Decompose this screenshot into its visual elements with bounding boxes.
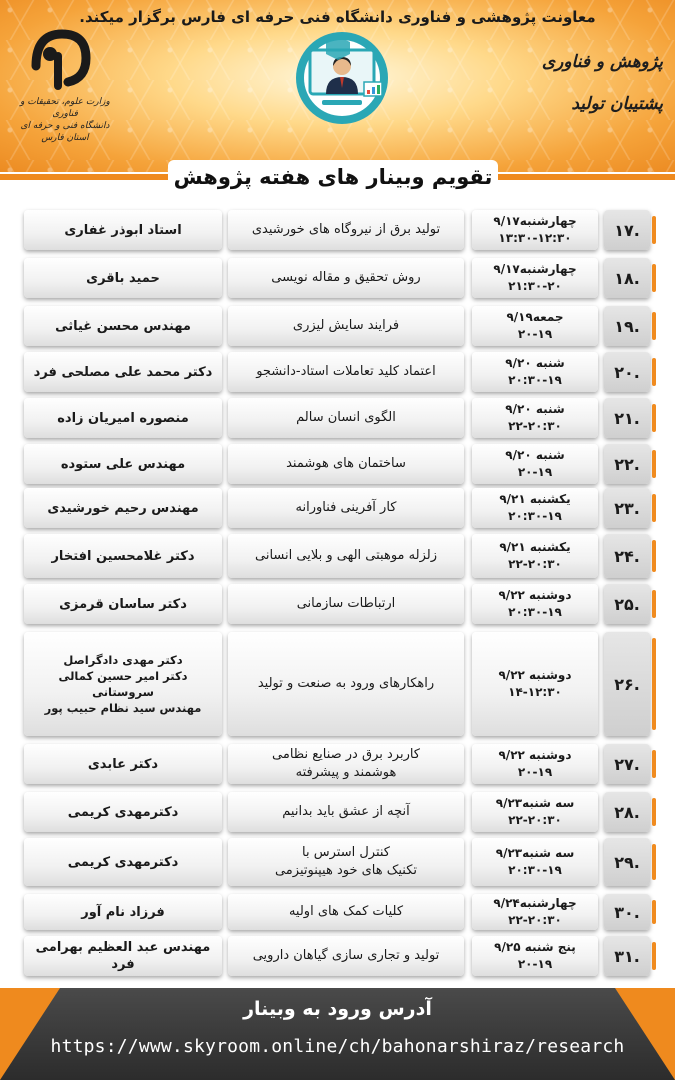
- webinar-presenter-icon: [282, 28, 402, 128]
- session-number: .۱۸: [604, 258, 650, 298]
- speaker-cell: [24, 352, 222, 392]
- table-row: [0, 210, 675, 250]
- footer-title: آدرس ورود به وبینار: [243, 998, 432, 1020]
- session-day: پنج شنبه ۹/۲۵: [494, 940, 576, 954]
- speaker-cell: [24, 632, 222, 736]
- session-time: ۱۳:۳۰-۱۲:۳۰: [498, 231, 572, 245]
- session-day: شنبه ۹/۲۰: [505, 402, 565, 416]
- calendar-title-band: [0, 158, 675, 202]
- session-day: دوشنبه ۹/۲۲: [498, 588, 572, 602]
- session-number: .۳۰: [604, 894, 650, 930]
- speaker-name: سروستانی: [92, 685, 154, 699]
- topic-cell: [228, 632, 464, 736]
- speaker-name: مهندس رحیم خورشیدی: [47, 500, 199, 516]
- session-day: دوشنبه ۹/۲۲: [498, 668, 572, 682]
- topic-text: کار آفرینی فناورانه: [295, 500, 397, 515]
- session-number: .۲۰: [604, 352, 650, 392]
- table-row: [0, 894, 675, 930]
- topic-text: تولید و تجاری سازی گیاهان دارویی: [252, 948, 440, 963]
- table-row: [0, 632, 675, 736]
- date-time-cell: [472, 398, 598, 438]
- table-row: [0, 352, 675, 392]
- speaker-name: دکتر امیر حسین کمالی: [58, 669, 188, 683]
- topic-cell: [228, 210, 464, 250]
- session-time: ۲۲-۲۰:۳۰: [508, 419, 562, 433]
- speaker-name: مهندس سید نظام حبیب پور: [44, 701, 202, 715]
- speaker-cell: [24, 258, 222, 298]
- speaker-name: دکتر غلامحسین افتخار: [51, 548, 195, 564]
- logo-caption-line: وزارت علوم، تحقیقات و فناوری: [20, 97, 110, 119]
- logo-caption-line: استان فارس: [41, 133, 89, 143]
- speaker-cell: [24, 838, 222, 886]
- topic-cell: [228, 792, 464, 832]
- table-row: [0, 306, 675, 346]
- topic-text: ارتباطات سازمانی: [296, 596, 396, 611]
- topic-cell: [228, 744, 464, 784]
- topic-text: کنترل استرس با: [302, 845, 390, 860]
- session-day: چهارشنبه۹/۱۷: [493, 214, 577, 228]
- logo-caption-line: دانشگاه فنی و حرفه ای: [20, 121, 110, 131]
- session-time: ۲۱:۳۰-۲۰: [508, 279, 562, 293]
- table-row: [0, 444, 675, 484]
- topic-text: کلیات کمک های اولیه: [288, 904, 404, 919]
- topic-cell: [228, 936, 464, 976]
- slogan-line-1: پژوهش و فناوری: [541, 52, 663, 72]
- speaker-name: دکترمهدی کریمی: [67, 804, 179, 820]
- table-row: [0, 838, 675, 886]
- slogan-line-2: پشتیبان تولید: [571, 94, 663, 114]
- session-number: .۱۹: [604, 306, 650, 346]
- session-day: دوشنبه ۹/۲۲: [498, 748, 572, 762]
- speaker-name: منصوره امیریان زاده: [57, 410, 189, 426]
- session-time: ۱۴-۱۲:۳۰: [508, 685, 562, 699]
- session-time: ۲۰-۱۹: [517, 765, 553, 779]
- session-day: یکشنبه ۹/۲۱: [499, 492, 571, 506]
- session-time: ۲۰-۱۹: [517, 465, 553, 479]
- table-row: [0, 488, 675, 528]
- university-logo: [10, 26, 130, 146]
- topic-text: تکنیک های خود هیپنوتیزمی: [274, 863, 418, 878]
- session-time: ۲۲-۲۰:۳۰: [508, 557, 562, 571]
- table-row: [0, 744, 675, 784]
- session-number: .۳۱: [604, 936, 650, 976]
- date-time-cell: [472, 936, 598, 976]
- session-day: چهارشنبه۹/۲۴: [493, 896, 577, 910]
- date-time-cell: [472, 352, 598, 392]
- topic-text: آنچه از عشق باید بدانیم: [282, 804, 410, 819]
- calendar-title: تقویم وبینار های هفته پژوهش: [168, 160, 498, 194]
- topic-text: اعتماد کلید تعاملات استاد-دانشجو: [256, 364, 436, 379]
- session-number: .۲۳: [604, 488, 650, 528]
- speaker-name: دکترمهدی کریمی: [67, 854, 179, 870]
- date-time-cell: [472, 210, 598, 250]
- speaker-cell: [24, 444, 222, 484]
- announcement-text: معاونت پژوهشی و فناوری دانشگاه فنی حرفه ای فارس برگزار میکند.: [79, 8, 596, 26]
- speaker-name: مهندس محسن غیاثی: [55, 318, 191, 334]
- speaker-name: فرزاد نام آور: [81, 904, 165, 920]
- session-number: .۱۷: [604, 210, 650, 250]
- session-number: .۲۵: [604, 584, 650, 624]
- speaker-cell: [24, 936, 222, 976]
- date-time-cell: [472, 584, 598, 624]
- topic-cell: [228, 258, 464, 298]
- speaker-name: دکتر محمد علی مصلحی فرد: [33, 364, 213, 380]
- table-row: [0, 534, 675, 578]
- session-day: یکشنبه ۹/۲۱: [499, 540, 571, 554]
- session-day: شنبه ۹/۲۰: [505, 448, 565, 462]
- topic-cell: [228, 352, 464, 392]
- topic-cell: [228, 534, 464, 578]
- speaker-name: دکتر ساسان قرمزی: [59, 596, 187, 612]
- table-row: [0, 936, 675, 976]
- speaker-cell: [24, 744, 222, 784]
- session-day: سه شنبه۹/۲۳: [495, 796, 575, 810]
- footer: [0, 988, 675, 1080]
- speaker-cell: [24, 584, 222, 624]
- topic-text: روش تحقیق و مقاله نویسی: [271, 270, 421, 285]
- session-time: ۲۰-۱۹: [517, 327, 553, 341]
- session-time: ۲۲-۲۰:۳۰: [508, 913, 562, 927]
- topic-cell: [228, 306, 464, 346]
- session-time: ۲۰:۳۰-۱۹: [508, 863, 562, 877]
- university-logo-icon: [28, 26, 98, 92]
- topic-text: ساختمان های هوشمند: [286, 456, 406, 471]
- session-time: ۲۲-۲۰:۳۰: [508, 813, 562, 827]
- session-day: سه شنبه۹/۲۳: [495, 846, 575, 860]
- topic-cell: [228, 444, 464, 484]
- date-time-cell: [472, 744, 598, 784]
- date-time-cell: [472, 258, 598, 298]
- topic-cell: [228, 838, 464, 886]
- topic-text: الگوی انسان سالم: [296, 410, 396, 425]
- date-time-cell: [472, 894, 598, 930]
- table-row: [0, 584, 675, 624]
- speaker-cell: [24, 792, 222, 832]
- session-number: .۲۲: [604, 444, 650, 484]
- session-time: ۲۰:۳۰-۱۹: [508, 373, 562, 387]
- session-number: .۲۶: [604, 632, 650, 736]
- topic-text: زلزله موهبتی الهی و بلایی انسانی: [255, 548, 437, 563]
- date-time-cell: [472, 306, 598, 346]
- topic-text: کاربرد برق در صنایع نظامی: [272, 747, 420, 762]
- session-time: ۲۰:۳۰-۱۹: [508, 509, 562, 523]
- table-row: [0, 258, 675, 298]
- table-row: [0, 398, 675, 438]
- speaker-cell: [24, 398, 222, 438]
- topic-text: تولید برق از نیروگاه های خورشیدی: [251, 222, 441, 237]
- session-number: .۲۷: [604, 744, 650, 784]
- date-time-cell: [472, 792, 598, 832]
- session-day: چهارشنبه۹/۱۷: [493, 262, 577, 276]
- header-banner: [0, 0, 675, 172]
- topic-cell: [228, 488, 464, 528]
- topic-cell: [228, 894, 464, 930]
- topic-text: هوشمند و پیشرفته: [295, 765, 397, 780]
- session-time: ۲۰-۱۹: [517, 957, 553, 971]
- webinar-url-link[interactable]: https://www.skyroom.online/ch/bahonarshiraz/research: [50, 1036, 625, 1057]
- speaker-name: مهندس عبد العظیم بهرامی فرد: [35, 940, 211, 972]
- session-day: شنبه ۹/۲۰: [505, 356, 565, 370]
- date-time-cell: [472, 534, 598, 578]
- topic-cell: [228, 584, 464, 624]
- date-time-cell: [472, 838, 598, 886]
- speaker-name: استاد ابوذر غفاری: [64, 222, 182, 238]
- speaker-name: مهندس علی ستوده: [60, 456, 186, 472]
- topic-text: راهکارهای ورود به صنعت و تولید: [257, 676, 435, 691]
- speaker-cell: [24, 894, 222, 930]
- session-day: جمعه۹/۱۹: [506, 310, 564, 324]
- speaker-name: دکتر مهدی دادگراصل: [63, 653, 183, 667]
- session-number: .۲۴: [604, 534, 650, 578]
- speaker-cell: [24, 210, 222, 250]
- topic-cell: [228, 398, 464, 438]
- speaker-cell: [24, 306, 222, 346]
- session-number: .۲۹: [604, 838, 650, 886]
- session-time: ۲۰:۳۰-۱۹: [508, 605, 562, 619]
- speaker-name: حمید باقری: [86, 270, 160, 286]
- date-time-cell: [472, 632, 598, 736]
- session-number: .۲۸: [604, 792, 650, 832]
- speaker-cell: [24, 534, 222, 578]
- date-time-cell: [472, 444, 598, 484]
- topic-text: فرایند سایش لیزری: [292, 318, 400, 333]
- speaker-name: دکتر عابدی: [87, 756, 159, 772]
- speaker-cell: [24, 488, 222, 528]
- table-row: [0, 792, 675, 832]
- session-number: .۲۱: [604, 398, 650, 438]
- date-time-cell: [472, 488, 598, 528]
